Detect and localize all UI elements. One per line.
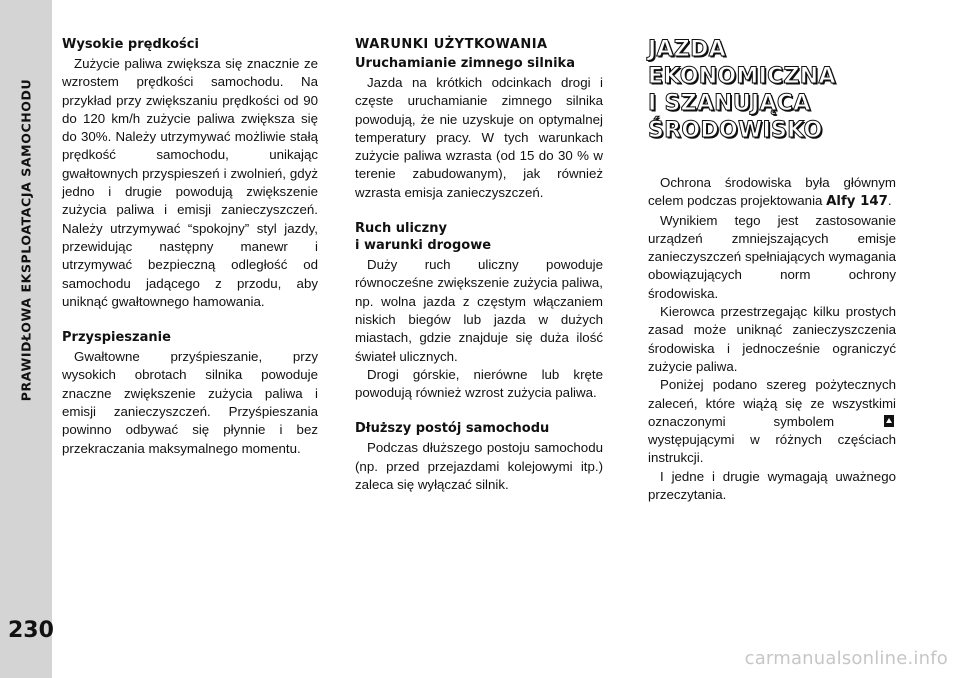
- title-line-3: ŚRODOWISKO: [648, 118, 823, 143]
- paragraph-driver-rules: Kierowca przestrzegając kilku prostych zasad może uniknąć zanieczyszczenia środowiska i jednocześnie ograniczyć zużycie paliwa.: [648, 304, 896, 374]
- brand-name: Alfy 147: [826, 194, 888, 210]
- sidebar: [0, 0, 52, 678]
- heading-acceleration: Przyspieszanie: [62, 330, 171, 346]
- heading-usage-conditions: WARUNKI UŻYTKOWANIA: [355, 37, 548, 52]
- environment-symbol-icon: [884, 415, 894, 427]
- paragraph-environment-goal: Ochrona środowiska była głównym celem podczas projektowania Alfy 147.: [648, 175, 896, 210]
- paragraph-high-speed: Zużycie paliwa zwiększa się znacznie ze wzrostem prędkości samochodu. Na przykład przy zwiększaniu prędkości od 90 do 120 km/h zużycie paliwa zwiększa się do 30%. Należy utrzymywać możliwie stałą prędkość samochodu, unikając gwałtownych przyspieszeń i zwolnień, gdyż jedno i drugie powodują zwiększenie zużycia paliwa i emisji zanieczyszczeń. Należy utrzymywać “spokojny” styl jazdy, przewidując następny manewr i utrzymywać bezpieczną odległość od samochodu jadącego z przodu, aby uniknąć gwałtownego hamowania.: [62, 56, 318, 309]
- heading-traffic-line2: i warunki drogowe: [355, 238, 492, 254]
- page-number: 230: [8, 618, 54, 643]
- title-line-1: JAZDA EKONOMICZNA: [648, 37, 836, 89]
- section-title-vertical: PRAWIDŁOWA EKSPLOATACJA SAMOCHODU: [18, 78, 34, 402]
- heading-long-stop: Dłuższy postój samochodu: [355, 421, 550, 437]
- paragraph-acceleration: Gwałtowne przyśpieszanie, przy wysokich obrotach silnika powoduje znaczne zwiększenie zużycia paliwa i emisji zanieczyszczeń. Przyśpieszania powinno odbywać się płynnie i bez przekraczania maksymalnego momentu.: [62, 349, 318, 456]
- heading-cold-start: Uruchamianie zimnego silnika: [355, 56, 575, 71]
- paragraph-recommendations: Poniżej podano szereg pożytecznych zaleceń, które wiążą się ze wszystkimi oznaczonymi symbolem występującymi w różnych częściach instrukcji.: [648, 377, 896, 466]
- watermark: carmanualsonline.info: [744, 648, 948, 669]
- column-right: [648, 36, 896, 504]
- column-left: [62, 36, 318, 458]
- heading-high-speed: Wysokie prędkości: [62, 37, 199, 52]
- section-title-eco-driving: [648, 36, 896, 144]
- heading-traffic-line1: Ruch uliczny: [355, 221, 447, 237]
- paragraph-read-carefully: I jedne i drugie wymagają uważnego przeczytania.: [648, 468, 896, 503]
- paragraph-traffic: Duży ruch uliczny powoduje równocześne zwiększenie zużycia paliwa, np. wolna jazda z częstym włączaniem niskich biegów lub jazda w dużych miastach, gdzie znajduje się duża ilość świateł ulicznych.: [355, 257, 603, 364]
- paragraph-emission-devices: Wynikiem tego jest zastosowanie urządzeń zmniejszających emisje zanieczyszczeń spełniających wymagania obowiązujących norm ochrony środowiska.: [648, 212, 896, 301]
- paragraph-cold-start: Jazda na krótkich odcinkach drogi i częste uruchamianie zimnego silnika powodują, że nie uzyskuje on optymalnej temperatury pracy. W tych warunkach zużycie paliwa wzrasta (od 15 do 30 % w terenie zabudowanym), jak również wzrasta emisja zanieczyszczeń.: [355, 75, 603, 200]
- column-middle: [355, 36, 603, 494]
- title-line-2: I SZANUJĄCA: [648, 91, 811, 116]
- paragraph-long-stop: Podczas dłuższego postoju samochodu (np. przed przejazdami kolejowymi itp.) zaleca się wyłączać silnik.: [355, 440, 603, 493]
- paragraph-mountain-roads: Drogi górskie, nierówne lub kręte powodują również wzrost zużycia paliwa.: [355, 366, 603, 401]
